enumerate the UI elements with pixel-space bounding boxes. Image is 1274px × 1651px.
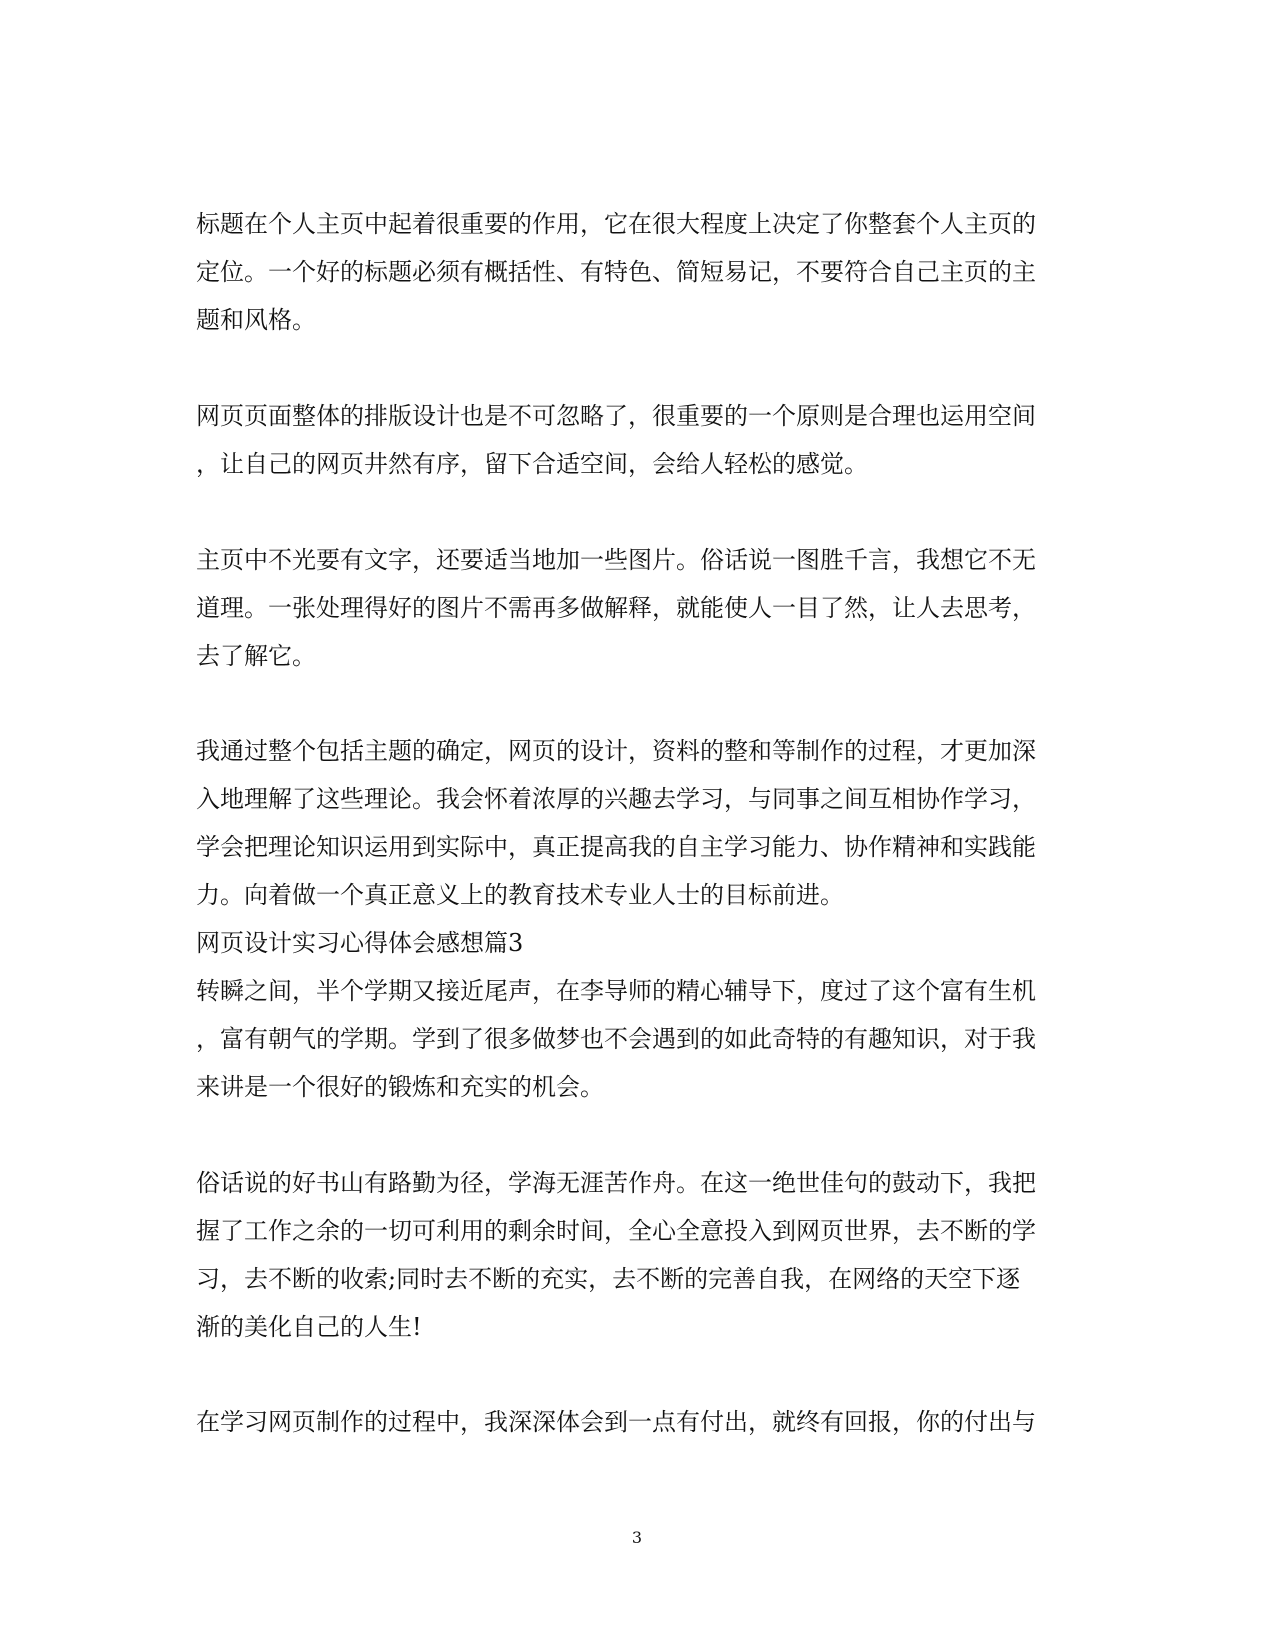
text-line: 习，去不断的收索;同时去不断的充实，去不断的完善自我，在网络的天空下逐 bbox=[196, 1265, 1021, 1293]
text-line: ，让自己的网页井然有序，留下合适空间，会给人轻松的感觉。 bbox=[196, 450, 868, 478]
text-line: 入地理解了这些理论。我会怀着浓厚的兴趣去学习，与同事之间互相协作学习， bbox=[196, 785, 1036, 813]
text-line: 标题在个人主页中起着很重要的作用，它在很大程度上决定了你整套个人主页的 bbox=[196, 210, 1036, 238]
section-heading: 网页设计实习心得体会感想篇3 bbox=[196, 929, 524, 957]
text-line: 力。向着做一个真正意义上的教育技术专业人士的目标前进。 bbox=[196, 881, 844, 909]
text-line: 题和风格。 bbox=[196, 306, 316, 334]
text-line: 学会把理论知识运用到实际中，真正提高我的自主学习能力、协作精神和实践能 bbox=[196, 833, 1036, 861]
text-line: 在学习网页制作的过程中，我深深体会到一点有付出，就终有回报，你的付出与 bbox=[196, 1408, 1036, 1436]
text-line: 去了解它。 bbox=[196, 642, 316, 670]
text-line: 来讲是一个很好的锻炼和充实的机会。 bbox=[196, 1073, 604, 1101]
text-line: 俗话说的好书山有路勤为径，学海无涯苦作舟。在这一绝世佳句的鼓动下，我把 bbox=[196, 1169, 1036, 1197]
text-line: 握了工作之余的一切可利用的剩余时间，全心全意投入到网页世界，去不断的学 bbox=[196, 1217, 1036, 1245]
text-line: 渐的美化自己的人生! bbox=[196, 1313, 422, 1341]
text-line: 网页页面整体的排版设计也是不可忽略了，很重要的一个原则是合理也运用空间 bbox=[196, 402, 1036, 430]
page-number: 3 bbox=[631, 1528, 643, 1547]
text-line: 定位。一个好的标题必须有概括性、有特色、简短易记，不要符合自己主页的主 bbox=[196, 258, 1036, 286]
text-line: 转瞬之间，半个学期又接近尾声，在李导师的精心辅导下，度过了这个富有生机 bbox=[196, 977, 1036, 1005]
text-line: ，富有朝气的学期。学到了很多做梦也不会遇到的如此奇特的有趣知识，对于我 bbox=[196, 1025, 1036, 1053]
text-line: 道理。一张处理得好的图片不需再多做解释，就能使人一目了然，让人去思考， bbox=[196, 594, 1036, 622]
text-line: 主页中不光要有文字，还要适当地加一些图片。俗话说一图胜千言，我想它不无 bbox=[196, 546, 1036, 574]
text-line: 我通过整个包括主题的确定，网页的设计，资料的整和等制作的过程，才更加深 bbox=[196, 737, 1036, 765]
